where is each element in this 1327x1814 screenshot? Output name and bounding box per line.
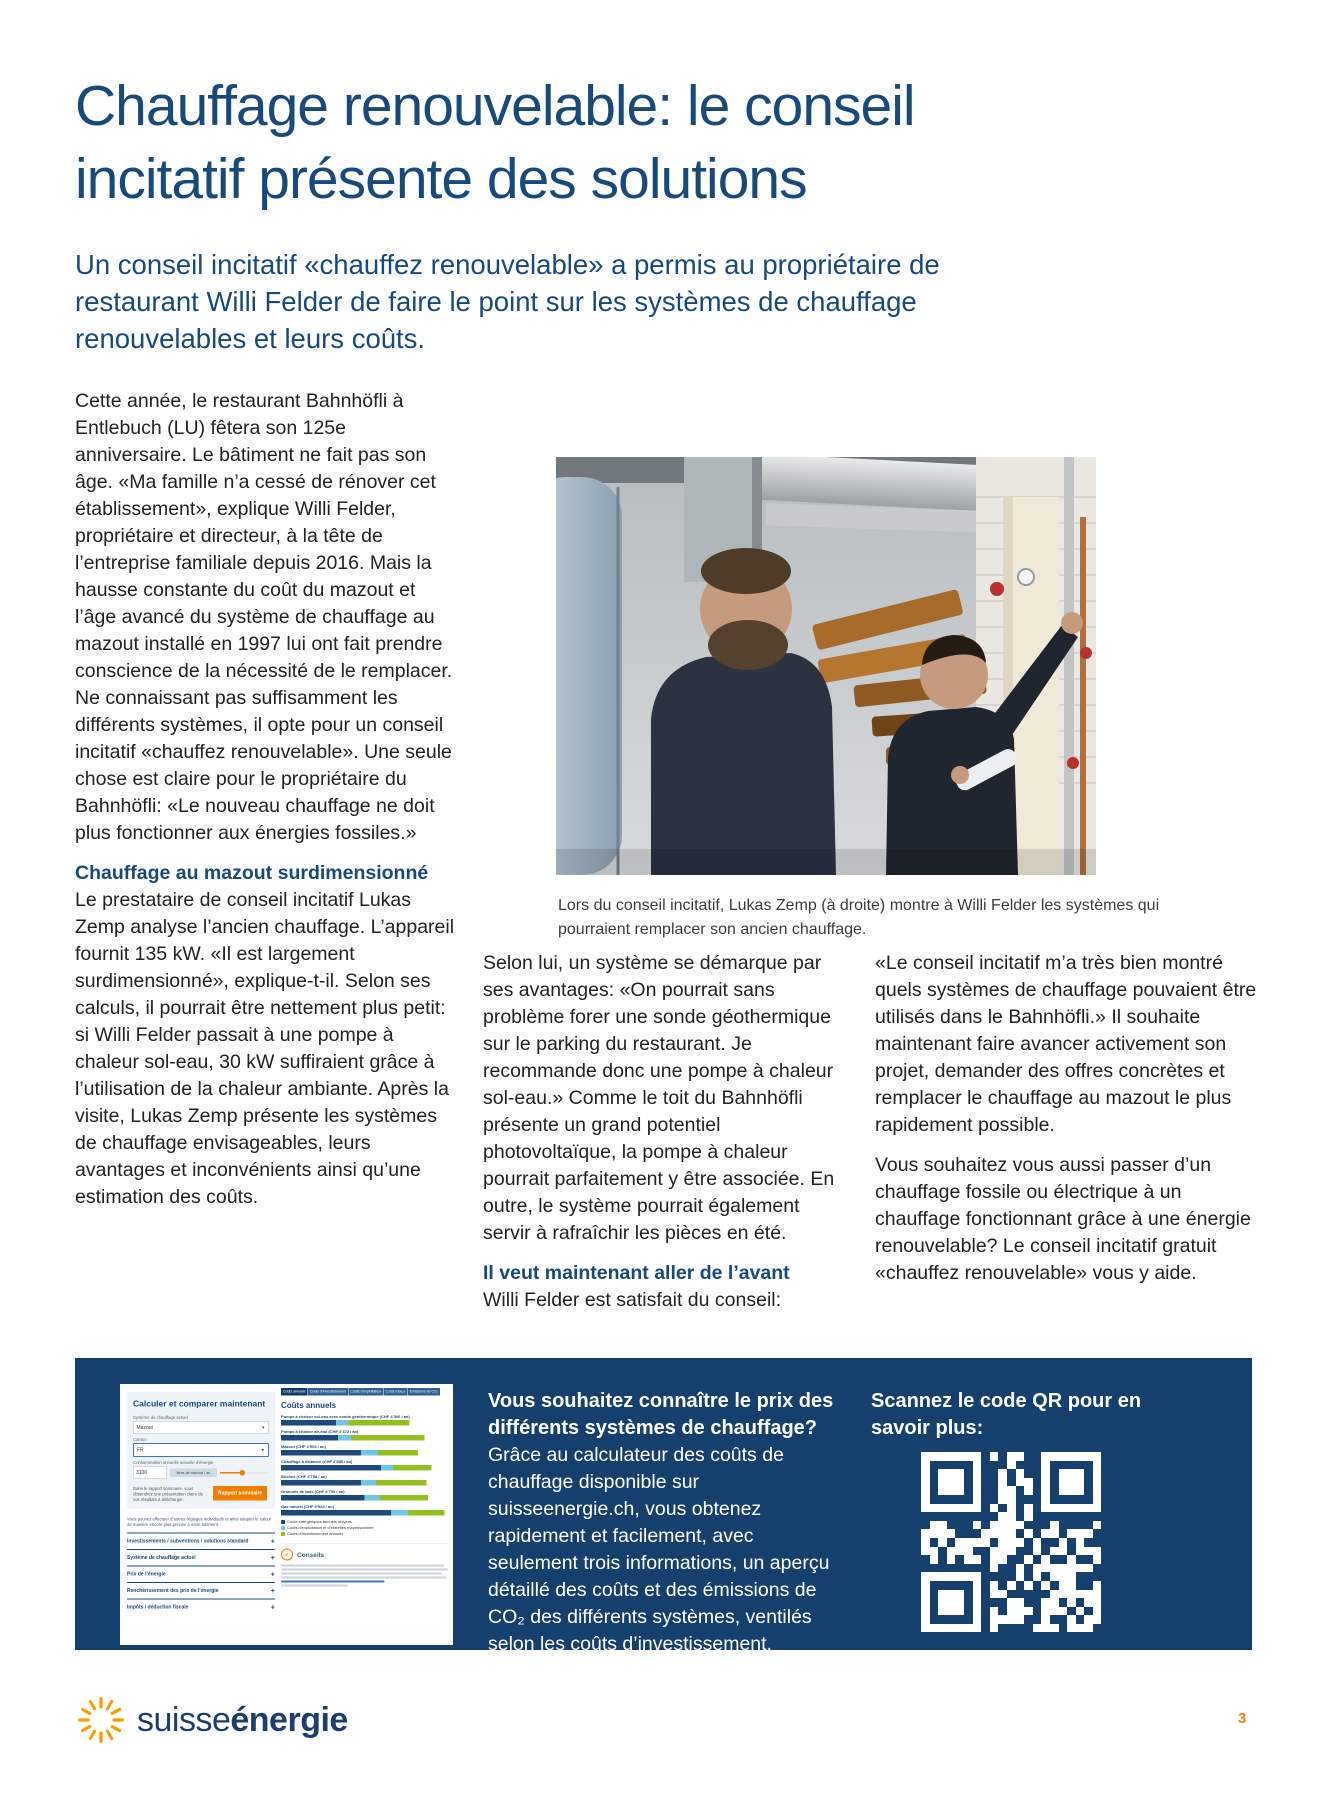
paragraph: Selon lui, un système se démarque par ses avantages: «On pourrait sans problème forer une sonde géothermique sur le parking du restaurant. Je recommande donc une pompe à chaleur sol-eau.» Comme le toit du Bahnhöfli présente un grand potentiel photovoltaïque, la pompe à chaleur pourrait parfaitement y être associée. En outre, le système pourrait également servir à rafraîchir les pièces en été. xyxy=(483,952,835,1244)
cost-bar-label: Pompe à chaleur air-eau (CHF 4’372 / an) xyxy=(281,1429,359,1434)
heating-system-select[interactable] xyxy=(133,1421,269,1434)
accordion-list xyxy=(127,1533,275,1616)
plus-icon: + xyxy=(270,1570,275,1579)
promo-banner xyxy=(75,1358,1252,1682)
fine-print-line xyxy=(281,1585,348,1587)
banner-heading: Vous souhaitez connaître le prix des différents systèmes de chauffage? xyxy=(488,1390,834,1439)
brand-regular: suisse xyxy=(137,1700,231,1739)
report-note: Dans le rapport sommaire, vous obtiendrez une présentation claire de vos résultats à télécharger. xyxy=(133,1486,203,1502)
cost-bar xyxy=(281,1445,448,1456)
tips-title: Conseils xyxy=(297,1550,325,1559)
fine-print-line xyxy=(281,1565,445,1567)
brand-wordmark xyxy=(137,1701,348,1740)
cost-bar-label: Bûches (CHF 4’788 / an) xyxy=(281,1474,327,1479)
fine-print-link-line xyxy=(281,1581,385,1583)
fine-print-line xyxy=(281,1577,446,1579)
section-heading: Chauffage au mazout surdimensionné xyxy=(75,862,429,884)
article-column-2 xyxy=(483,950,849,1327)
accordion-row[interactable]: Système de chauffage actuel + xyxy=(127,1549,275,1566)
unit-label: litres de mazout / an xyxy=(170,1468,217,1477)
calculator-form-panel xyxy=(127,1392,275,1509)
cost-bar-label: Gaz naturel (CHF 5’524 / an) xyxy=(281,1504,334,1509)
plus-icon: + xyxy=(270,1603,275,1612)
photo-heating-room xyxy=(556,457,1096,875)
tips-section xyxy=(281,1543,448,1587)
calc-tab[interactable]: Émissions de CO₂ xyxy=(409,1390,438,1394)
cost-bar-label: Chauffage à distance (CHF 4’985 / an) xyxy=(281,1459,353,1464)
calculator-screenshot xyxy=(120,1384,453,1645)
paragraph: «Le conseil incitatif m’a très bien montré quels systèmes de chauffage pouvaient être utilisés dans le Bahnhöfli.» Il souhaite maintenant faire avancer activement son projet, demander des offres concrètes et remplacer le chauffage au mazout le plus rapidement possible. xyxy=(875,952,1257,1136)
article-column-1 xyxy=(75,388,457,1224)
check-circle-icon: ✓ xyxy=(281,1549,293,1561)
field-label: Consommation annuelle actuelle d’énergie xyxy=(133,1460,214,1465)
plus-icon: + xyxy=(270,1586,275,1595)
settings-intro: Vous pouvez effectuer d’autres réglages individuels et ainsi adapter le calcul de manière encore plus précise à votre bâtiment. xyxy=(127,1516,271,1527)
calc-tab[interactable]: Coûts totaux xyxy=(385,1390,406,1394)
cost-bar-label: Mazout (CHF 4’503 / an) xyxy=(281,1444,326,1449)
slider-knob[interactable] xyxy=(240,1470,246,1476)
banner-body: Grâce au calculateur des coûts de chauffage disponible sur suisseenergie.ch, vous obtenez rapidement et facilement, avec seulement trois informations, un aperçu détaillé des coûts et des émissions de CO₂ des différents systèmes, ventilés selon les coûts d’investissement, d’entretien et d’énergie. xyxy=(488,1444,830,1682)
summary-report-button[interactable]: Rapport sommaire xyxy=(213,1486,267,1501)
paragraph: Le prestataire de conseil incitatif Lukas Zemp analyse l’ancien chauffage. L’appareil fournit 135 kW. «Il est largement surdimensionné», explique-t-il. Selon ses calculs, il pourrait être nettement plus petit: si Willi Felder passait à une pompe à chaleur sol-eau, 30 kW suffiraient grâce à l’utilisation de la chaleur ambiante. Après la visite, Lukas Zemp présente les systèmes de chauffage envisageables, leurs avantages et inconvénients ainsi qu’une estimation des coûts. xyxy=(75,889,455,1208)
accordion-row[interactable]: Prix de l’énergie + xyxy=(127,1566,275,1583)
cost-bar xyxy=(281,1415,448,1426)
paragraph: Cette année, le restaurant Bahnhöfli à Entlebuch (LU) fêtera son 125e anniversaire. Le bâtiment ne fait pas son âge. «Ma famille n’a cessé de rénover cet établissement», explique Willi Felder, propriétaire et directeur, à la tête de l’entreprise familiale depuis 2016. Mais la hausse constante du coût du mazout et l’âge avancé du système de chauffage au mazout installé en 1997 lui ont fait prendre conscience de la nécessité de le remplacer. Ne connaissant pas suffisamment les différents systèmes, il opte pour un conseil incitatif «chauffez renouvelable». Une seule chose est claire pour le propriétaire du Bahnhöfli: «Le nouveau chauffage ne doit plus fonctionner aux énergies fossiles.» xyxy=(75,390,453,844)
photo-caption: Lors du conseil incitatif, Lukas Zemp (à droite) montre à Willi Felder les systèmes qui pourraient remplacer son ancien chauffage. xyxy=(558,897,1160,938)
brand-logo xyxy=(75,1694,348,1746)
section-heading: Il veut maintenant aller de l’avant xyxy=(483,1262,790,1284)
accordion-row[interactable]: Renchérissement des prix de l’énergie + xyxy=(127,1582,275,1599)
cost-bar xyxy=(281,1460,448,1471)
sunburst-icon xyxy=(75,1694,127,1746)
plus-icon: + xyxy=(270,1553,275,1562)
legend-item: Coûts d’investissement annuels xyxy=(281,1532,448,1537)
calc-tab[interactable]: Coûts annuels xyxy=(283,1390,306,1394)
chevron-down-icon: ▼ xyxy=(260,1447,265,1453)
cost-bar xyxy=(281,1490,448,1501)
legend-item: Coûts énergétiques annuels moyens xyxy=(281,1520,448,1525)
field-label: Canton xyxy=(133,1437,147,1442)
legend-item: Coûts d’exploitation et d’entretien moyens/année xyxy=(281,1526,448,1531)
cost-bar xyxy=(281,1505,448,1516)
chart-legend xyxy=(281,1520,448,1537)
article-column-3 xyxy=(875,950,1257,1300)
paragraph: Vous souhaitez vous aussi passer d’un chauffage fossile ou électrique à un chauffage fonctionnant grâce à une énergie renouvelable? Le conseil incitatif gratuit «chauffez renouvelable» vous y aide. xyxy=(875,1154,1251,1284)
calc-tab[interactable]: Coûts d’exploitation xyxy=(350,1390,381,1394)
plus-icon: + xyxy=(270,1537,275,1546)
page-title: Chauffage renouvelable: le conseil incitatif présente des solutions xyxy=(75,74,915,211)
cost-bar-label: Pompe à chaleur sol-eau avec sonde géothermique (CHF 4’306 / an) xyxy=(281,1414,410,1419)
field-label: Système de chauffage actuel xyxy=(133,1415,188,1420)
fine-print-line xyxy=(281,1569,448,1571)
qr-heading: Scannez le code QR pour en savoir plus: xyxy=(871,1390,1142,1439)
chevron-down-icon: ▼ xyxy=(261,1425,266,1430)
consumption-slider[interactable] xyxy=(220,1472,269,1474)
fine-print-line xyxy=(281,1573,441,1575)
select-value: FR xyxy=(137,1447,144,1453)
brand-bold: énergie xyxy=(230,1700,348,1739)
cost-bar xyxy=(281,1475,448,1486)
select-value: Mazout xyxy=(136,1424,153,1431)
photo-illustration xyxy=(556,457,1096,875)
accordion-row[interactable]: Investissements / subventions / solutions standard + xyxy=(127,1533,275,1550)
calc-tabs xyxy=(281,1388,448,1396)
consumption-input[interactable]: 3100 xyxy=(133,1466,167,1479)
lead-paragraph: Un conseil incitatif «chauffez renouvelable» a permis au propriétaire de restaurant Willi Felder de faire le point sur les systèmes de chauffage renouvelables et leurs coûts. xyxy=(75,249,940,354)
paragraph: Willi Felder est satisfait du conseil: xyxy=(483,1289,782,1311)
chart-title: Coûts annuels xyxy=(281,1401,337,1410)
cost-bar-label: Granulés de bois (CHF 4’799 / an) xyxy=(281,1489,345,1494)
calculator-title: Calculer et comparer maintenant xyxy=(133,1399,266,1409)
canton-select[interactable] xyxy=(133,1443,269,1457)
cost-bar xyxy=(281,1430,448,1441)
accordion-row[interactable]: Impôts / déduction fiscale + xyxy=(127,1599,275,1616)
page-number: 3 xyxy=(1238,1710,1247,1727)
cost-bar-chart xyxy=(281,1415,448,1516)
banner-text xyxy=(488,1388,840,1685)
qr-code-icon xyxy=(921,1452,1101,1632)
calc-tab[interactable]: Coûts d’investissement xyxy=(309,1390,346,1394)
